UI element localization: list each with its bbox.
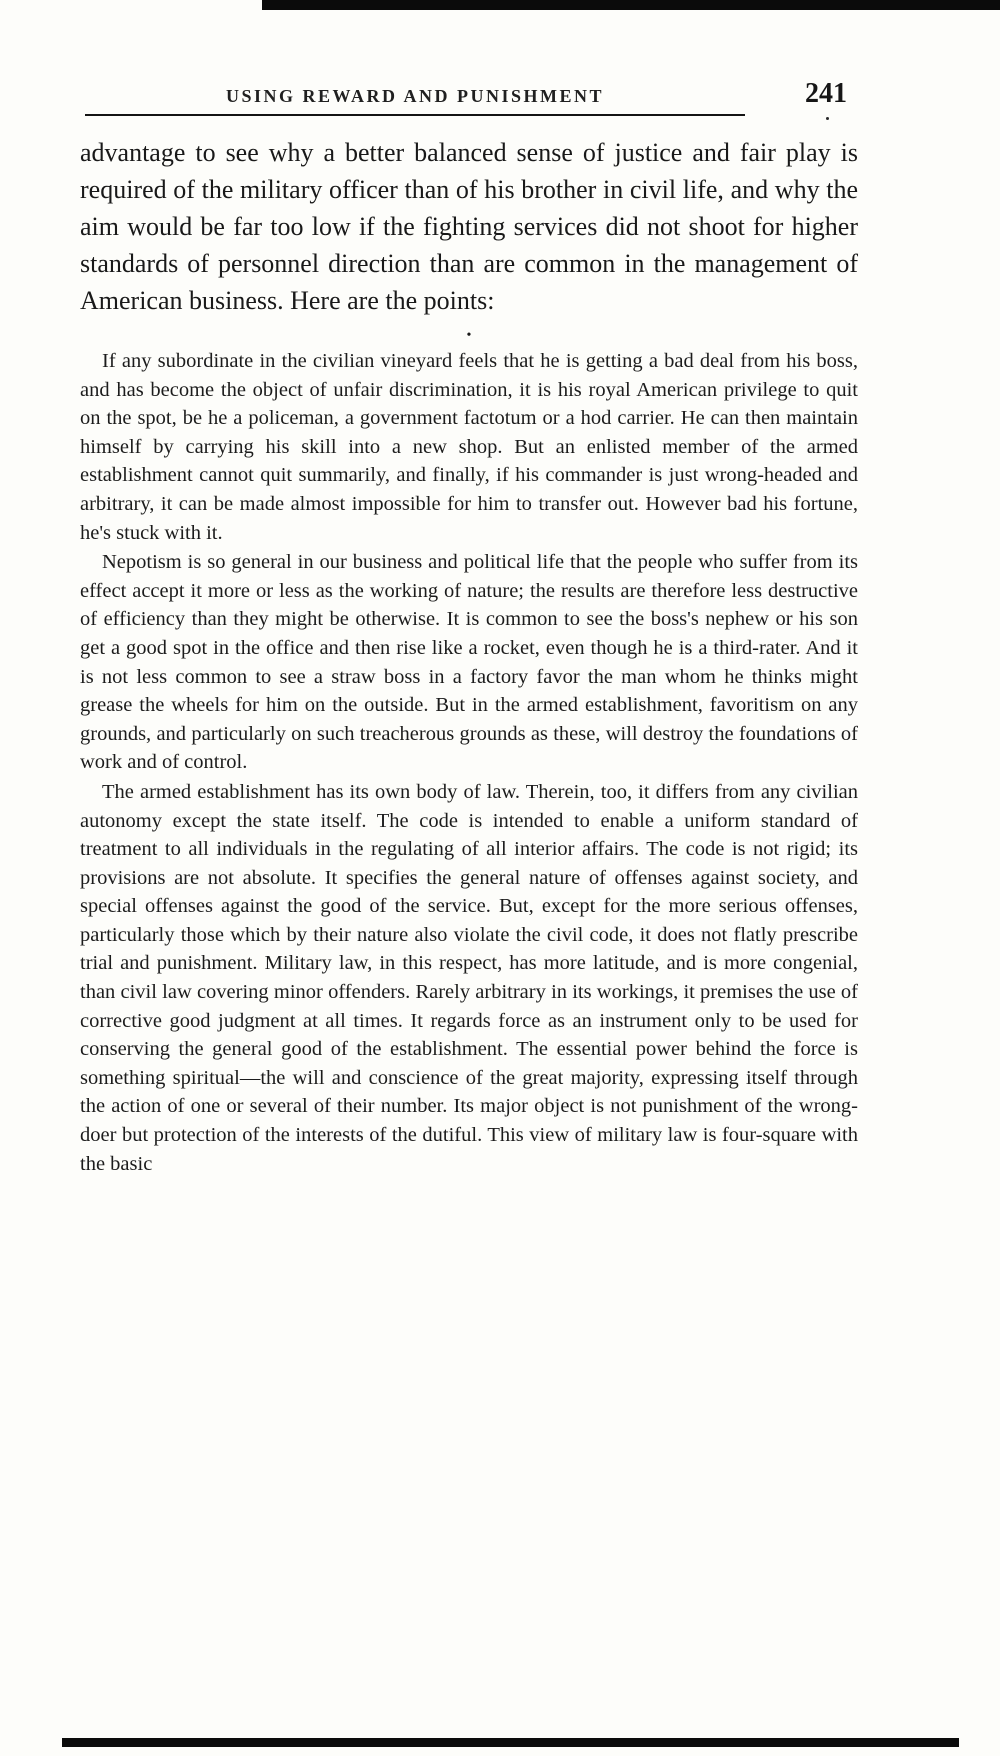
page-number: 241 — [805, 78, 847, 109]
page-header — [85, 78, 855, 126]
body-paragraph-2: Nepotism is so general in our business and political life that the people who suffer from its effect accept it more or less as the working of nature; the results are therefore less destructive of efficiency than they might be otherwise. It is common to see the boss's nephew or his son get a good spot in the office and then rise like a rocket, even though he is a third-rater. And it is not less common to see a straw boss in a factory favor the man whom he thinks might grease the wheels for him on the outside. But in the armed establishment, favoritism on any grounds, and particularly on such treacherous grounds as these, will destroy the foundations of work and of control. — [80, 551, 858, 774]
running-header-rule — [85, 86, 745, 116]
bottom-edge-bar — [62, 1738, 959, 1747]
body-paragraph-3: The armed establishment has its own body of law. Therein, too, it differs from any civilian autonomy except the state itself. The code is intended to enable a uniform standard of treatment to all individuals in the regulating of all interior affairs. The code is not rigid; its provisions are not absolute. It specifies the general nature of offenses against society, and special offenses against the good of the service. But, except for the more serious offenses, particularly those which by their nature also violate the civil code, it does not flatly prescribe trial and punishment. Military law, in this respect, has more latitude, and is more congenial, than civil law covering minor offenders. Rarely arbitrary in its workings, it premises the use of corrective good judgment at all times. It regards force as an instrument only to be used for conserving the general good of the establishment. The essential power behind the force is something spiritual—the will and conscience of the great majority, expressing itself through the action of one or several of their number. Its major object is not punishment of the wrong-doer but protection of the interests of the dutiful. This view of military law is four-square with the basic — [80, 780, 858, 1175]
intro-paragraph: advantage to see why a better balanced sense of justice and fair play is required of the military officer than of his brother in civil life, and why the aim would be far too low if the fighting services did not shoot for higher standards of personnel direction than are common in the management of American business. Here are the points: — [80, 138, 858, 315]
section-separator-dot: • — [466, 328, 472, 343]
running-header: USING REWARD AND PUNISHMENT — [225, 86, 605, 106]
top-edge-bar — [262, 0, 1000, 10]
body-paragraph-1: If any subordinate in the civilian vineyard feels that he is getting a bad deal from his boss, and has become the object of unfair discrimination, it is his royal American privilege to quit on the spot, be he a policeman, a government factotum or a hod carrier. He can then maintain himself by carrying his skill into a new shop. But an enlisted member of the armed establishment cannot quit summarily, and finally, if his commander is just wrong-headed and arbitrary, it can be made almost impossible for him to transfer out. However bad his fortune, he's stuck with it. — [80, 350, 858, 544]
page-body — [80, 134, 858, 1178]
